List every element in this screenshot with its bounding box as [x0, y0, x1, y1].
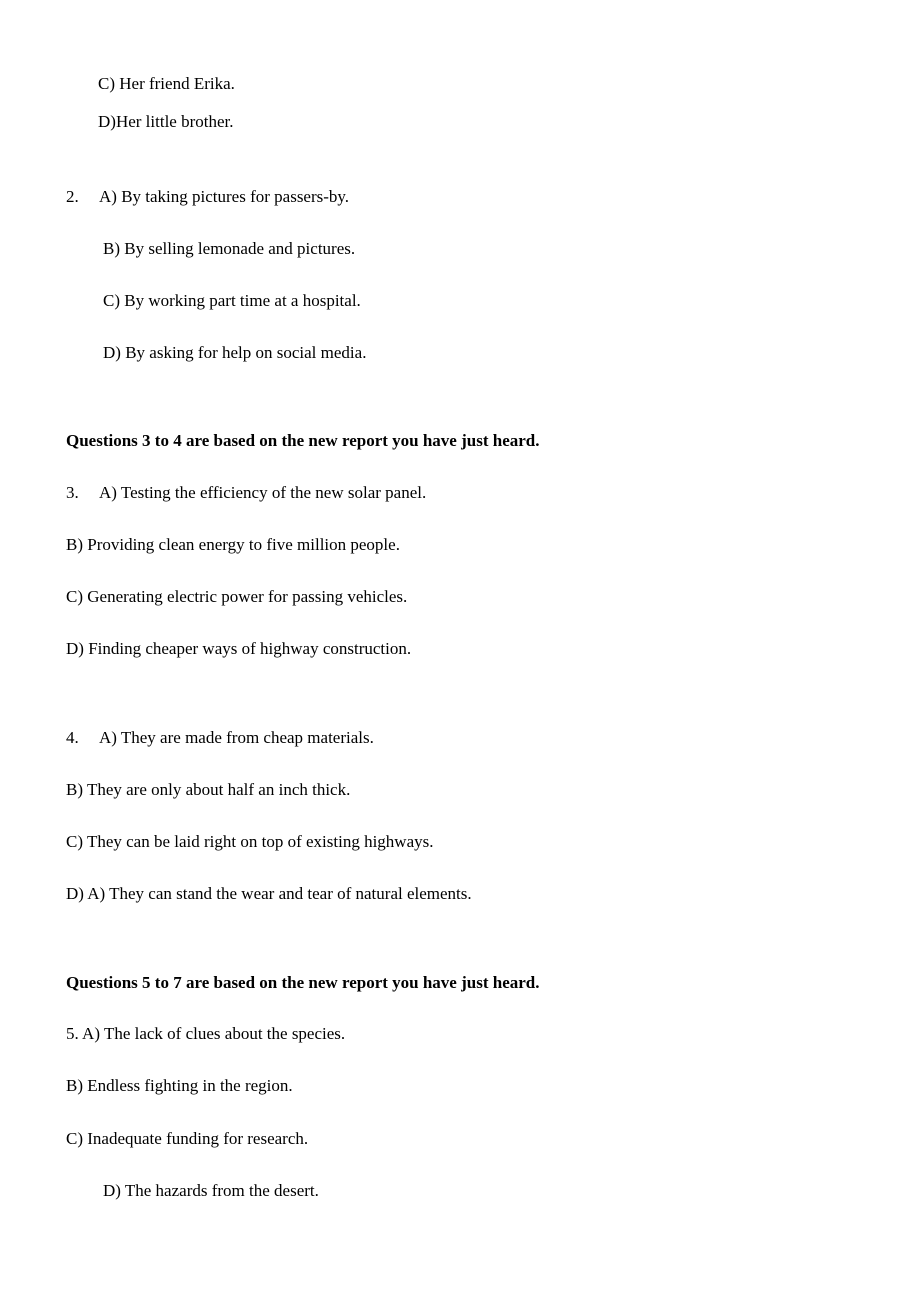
q2-option-d: D) By asking for help on social media.	[103, 343, 367, 362]
q1-option-d: D)Her little brother.	[98, 112, 234, 131]
q2-option-c: C) By working part time at a hospital.	[103, 291, 361, 310]
q4-option-a-row	[66, 728, 374, 748]
q5-option-a: 5. A) The lack of clues about the species.	[66, 1024, 346, 1043]
q1-option-c: C) Her friend Erika.	[98, 74, 235, 93]
q2-option-a: A) By taking pictures for passers-by.	[99, 187, 350, 206]
q5-option-d: D) The hazards from the desert.	[103, 1181, 319, 1200]
q3-option-d: D) Finding cheaper ways of highway construction.	[66, 639, 412, 658]
q4-number: 4.	[66, 728, 79, 747]
q4-option-a: A) They are made from cheap materials.	[99, 728, 374, 747]
q4-option-c: C) They can be laid right on top of existing highways.	[66, 832, 434, 851]
q3-option-a-row	[66, 483, 426, 503]
q4-option-b: B) They are only about half an inch thick.	[66, 780, 351, 799]
q4-option-d: D) A) They can stand the wear and tear of natural elements.	[66, 884, 472, 903]
q3-option-c: C) Generating electric power for passing vehicles.	[66, 587, 408, 606]
section-heading-3-4: Questions 3 to 4 are based on the new report you have just heard.	[66, 431, 540, 450]
q3-number: 3.	[66, 483, 79, 502]
q3-option-b: B) Providing clean energy to five million people.	[66, 535, 400, 554]
q2-option-a-row	[66, 187, 349, 207]
q5-option-b: B) Endless fighting in the region.	[66, 1076, 293, 1095]
q5-option-c: C) Inadequate funding for research.	[66, 1129, 309, 1148]
q2-option-b: B) By selling lemonade and pictures.	[103, 239, 356, 258]
q2-number: 2.	[66, 187, 79, 206]
section-heading-5-7: Questions 5 to 7 are based on the new report you have just heard.	[66, 973, 540, 992]
q3-option-a: A) Testing the efficiency of the new solar panel.	[99, 483, 427, 502]
